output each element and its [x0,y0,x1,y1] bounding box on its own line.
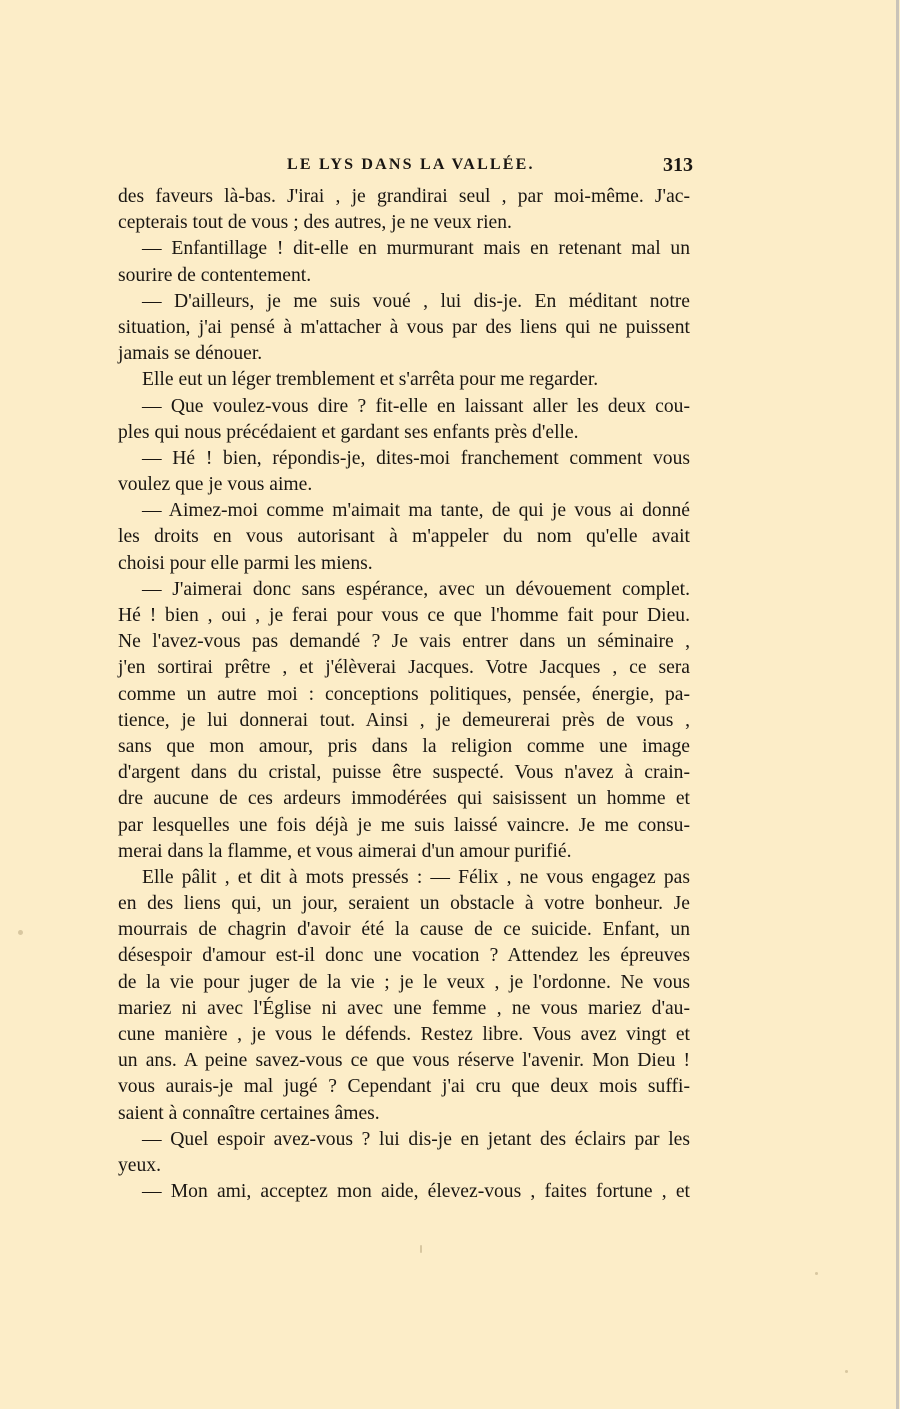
text-line: mariez ni avec l'Église ni avec une femme , ne vous mariez d'au- [118,997,690,1019]
text-line: sans que mon amour, pris dans la religion comme une image [118,735,690,757]
text-line: Ne l'avez-vous pas demandé ? Je vais entrer dans un séminaire , [118,631,690,653]
running-title: LE LYS DANS LA VALLÉE. [287,156,535,173]
text-line: en des liens qui, un jour, seraient un obstacle à votre bonheur. Je [118,893,690,915]
text-line: — Quel espoir avez-vous ? lui dis-je en jetant des éclairs par les [142,1128,690,1150]
text-line: — Hé ! bien, répondis-je, dites-moi franchement comment vous [142,447,690,469]
text-line: choisi pour elle parmi les miens. [118,552,373,574]
text-line: — D'ailleurs, je me suis voué , lui dis-je. En méditant notre [142,290,690,312]
text-line: — Que voulez-vous dire ? fit-elle en laissant aller les deux cou- [142,395,690,417]
text-line: les droits en vous autorisant à m'appeler du nom qu'elle avait [118,526,690,548]
text-line: d'argent dans du cristal, puisse être suspecté. Vous n'avez à crain- [118,762,690,784]
text-line: sourire de contentement. [118,264,312,286]
text-line: Elle eut un léger tremblement et s'arrêta pour me regarder. [142,369,599,391]
text-line: par lesquelles une fois déjà je me suis laissé vaincre. Je me consu- [118,814,690,836]
paper-speck [845,1370,848,1373]
page-number: 313 [663,154,693,176]
text-line: tience, je lui donnerai tout. Ainsi , je demeurerai près de vous , [118,709,690,731]
text-line: désespoir d'amour est-il donc une vocation ? Attendez les épreuves [118,945,690,967]
text-line: Elle pâlit , et dit à mots pressés : — Félix , ne vous engagez pas [142,866,690,888]
text-line: de la vie pour juger de la vie ; je le veux , je l'ordonne. Ne vous [118,971,690,993]
text-line: Hé ! bien , oui , je ferai pour vous ce que l'homme fait pour Dieu. [118,605,690,626]
text-line: — J'aimerai donc sans espérance, avec un dévouement complet. [142,578,690,600]
text-line: des faveurs là-bas. J'irai , je grandirai seul , par moi-même. J'ac- [118,186,690,207]
paper-speck [18,930,23,935]
text-line: — Enfantillage ! dit-elle en murmurant mais en retenant mal un [142,238,690,260]
text-line: situation, j'ai pensé à m'attacher à vous par des liens qui ne puissent [118,316,690,338]
text-line: voulez que je vous aime. [118,474,313,496]
text-line: — Mon ami, acceptez mon aide, élevez-vous , faites fortune , et [142,1181,690,1203]
text-line: dre aucune de ces ardeurs immodérées qui saisissent un homme et [118,788,690,810]
text-line: merai dans la flamme, et vous aimerai d'un amour purifié. [118,840,572,862]
text-line: j'en sortirai prêtre , et j'élèverai Jacques. Votre Jacques , ce sera [118,657,690,679]
page-header [117,152,693,182]
text-line: ples qui nous précédaient et gardant ses enfants près d'elle. [118,421,579,443]
text-line: yeux. [118,1154,161,1176]
text-line: cune manière , je vous le défends. Restez libre. Vous avez vingt et [118,1024,690,1045]
text-line: comme un autre moi : conceptions politiques, pensée, énergie, pa- [118,683,690,705]
text-line: vous aurais-je mal jugé ? Cependant j'ai cru que deux mois suffi- [118,1076,690,1098]
text-line: un ans. A peine savez-vous ce que vous réserve l'avenir. Mon Dieu ! [118,1050,690,1072]
body-text [118,184,690,1205]
text-line: cepterais tout de vous ; des autres, je ne veux rien. [118,212,512,234]
text-line: jamais se dénouer. [118,343,263,365]
paper-speck [420,1245,422,1253]
text-line: saient à connaître certaines âmes. [118,1102,380,1124]
text-line: — Aimez-moi comme m'aimait ma tante, de qui je vous ai donné [142,500,690,522]
paper-speck [815,1272,818,1275]
text-line: mourrais de chagrin d'avoir été la cause de ce suicide. Enfant, un [118,919,690,941]
